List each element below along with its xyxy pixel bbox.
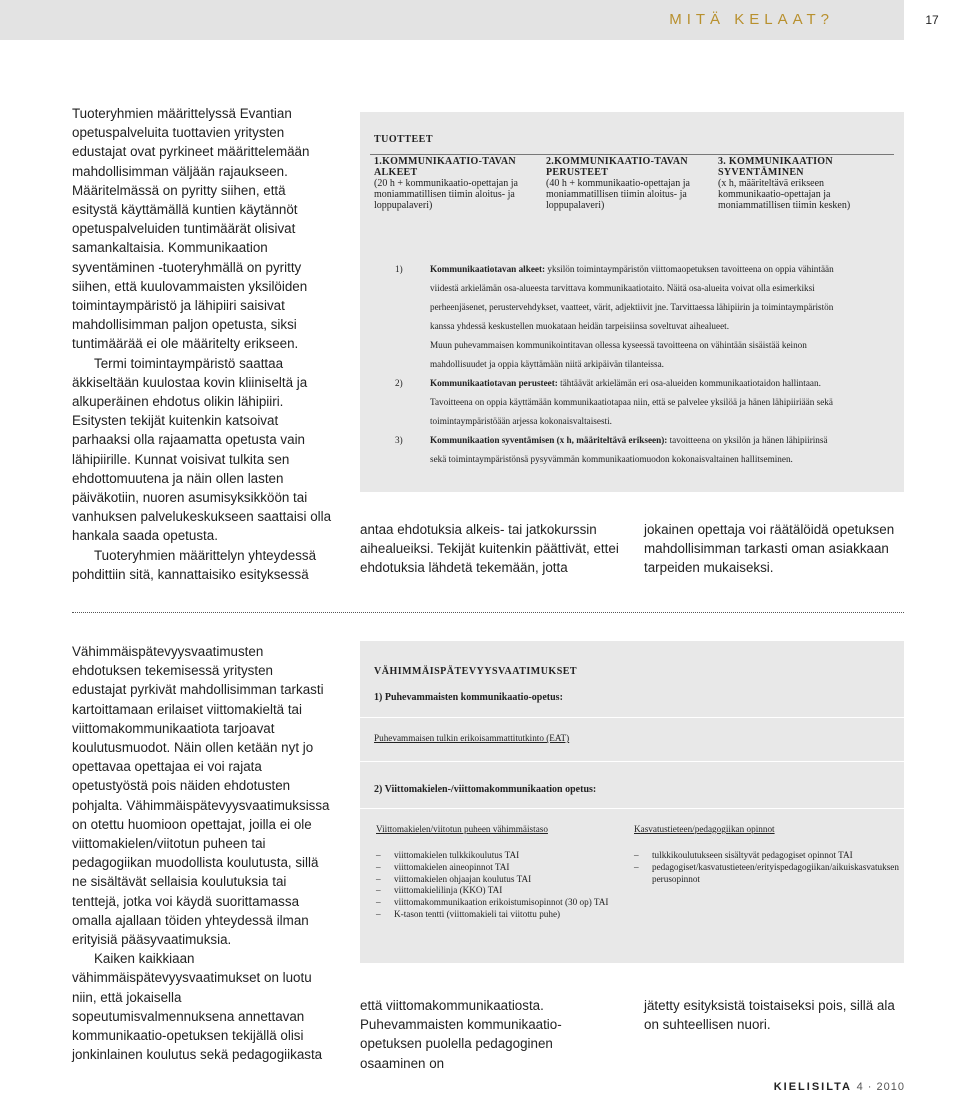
paragraph: Tuoteryhmien määrittelyn yhteydessä pohdittiin sitä, kannattaisiko esityksessä — [72, 547, 317, 582]
divider — [360, 808, 904, 809]
divider — [370, 154, 894, 155]
divider — [360, 717, 904, 718]
product-heading: PERUSTEET — [546, 167, 609, 178]
item-label: Kommunikaatiotavan alkeet: — [430, 264, 546, 274]
column-heading: Kasvatustieteen/pedagogiikan opinnot — [634, 824, 775, 834]
item-text: mahdollisuudet ja oppia käyttämään niitä arkipäivän tilanteissa. — [430, 359, 664, 369]
paragraph: Termi toimintaympäristö saattaa äkkiseltään kuulostaa kovin kliiniseltä ja alkuperäinen ehdotus olikin lähipiiri. Esitysten tekijät kuitenkin katsoivat parhaaksi olla rajaamatta opetusta vain lähipiirille. Kunnat voisivat tulkita sen ehdottomuutena ja näin ollen lasten päiväkotiin, nuoren asumisyksikköön tai vanhuksen palvelukeskukseen saattaisi olla hankala saada opetusta. — [72, 355, 332, 544]
item-text: Tavoitteena on oppia käyttämään kommunikaatiotapaa niin, että se palvelee yksilöä ja hänen lähipiiriään sekä — [430, 397, 833, 407]
top-left-column — [72, 104, 334, 584]
products-box — [360, 112, 904, 492]
product-detail: (x h, määriteltävä erikseen kommunikaatio-opettajan ja moniammatillisen tiimin kesken) — [718, 178, 851, 211]
section-heading: 2) Viittomakielen-/viittomakommunikaation opetus: — [374, 784, 597, 795]
item-text: kanssa yhdessä keskustellen muokataan heidän tarpeisiinsa soveltuvat aihealueet. — [430, 321, 730, 331]
list-item: – K-tason tentti (viittomakieli tai viitottu puhe) — [374, 909, 628, 921]
product-detail: (40 h + kommunikaatio-opettajan ja moniammatillisen tiimin aloitus- ja loppupalaveri) — [546, 178, 690, 211]
item-text: yksilön toimintaympäristön viittomaopetuksen tavoitteena on oppia vähintään — [545, 264, 834, 274]
item-number: 3) — [395, 435, 403, 445]
item-text: Muun puhevammaisen kommunikointitavan ollessa kyseessä tavoitteena on vähintään sisäistää keinon — [430, 340, 807, 350]
section-heading: 1) Puhevammaisten kommunikaatio-opetus: — [374, 692, 563, 703]
product-1 — [374, 156, 534, 211]
item-text: tavoitteena on yksilön ja hänen lähipiirinsä — [667, 435, 828, 445]
description-item — [395, 431, 898, 469]
list-item: – tulkkikoulutukseen sisältyvät pedagogiset opinnot TAI — [632, 850, 888, 862]
column-heading: Viittomakielen/viitotun puheen vähimmäistaso — [376, 824, 548, 834]
list-item: – viittomakommunikaation erikoistumisopinnot (30 op) TAI — [374, 897, 628, 909]
section-subitem: Puhevammaisen tulkin erikoisammattitutkinto (EAT) — [374, 733, 570, 743]
product-heading: 2.KOMMUNIKAATIO-TAVAN — [546, 156, 688, 167]
product-detail: (20 h + kommunikaatio-opettajan ja moniammatillisen tiimin aloitus- ja loppupalaveri) — [374, 178, 518, 211]
header-band — [0, 0, 904, 40]
list-item: – viittomakielen tulkkikoulutus TAI — [374, 850, 628, 862]
item-text: toimintaympäristöään arjessa kokonaisvaltaisesti. — [430, 416, 612, 426]
item-number: 1) — [395, 264, 403, 274]
description-item — [395, 374, 898, 431]
item-text: perheenjäsenet, perustervehdykset, vaatteet, värit, adjektiivit jne. Tarvittaessa lähipiirin ja toimintaympäristön — [430, 302, 834, 312]
list-item: – viittomakielilinja (KKO) TAI — [374, 885, 628, 897]
paragraph: Tuoteryhmien määrittelyssä Evantian opetuspalveluita tuottavien yritysten edustajat ovat pyrkineet määrittelemään mahdollisimman väljään rajaukseen. Määritelmässä on pyritty siihen, että esitystä käyttämällä kuntien käytännöt opetuspalveluiden tuntimäärät olisivat samankaltaisia. Kommunikaation syventäminen -tuoteryhmällä on pyritty siihen, että kuulovammaisten yksilöiden toimintaympäristö ja lähipiiri saisivat mahdollisimman paljon opetusta, siksi tuntimäärää ei ole määritelty erikseen. — [72, 106, 310, 352]
paragraph: Vähimmäispätevyysvaatimusten ehdotuksen tekemisessä yritysten edustajat pyrkivät mahdollisimman tarkasti kartoittamaan erilaiset viittomakieltä tai viittomakommunikaatiota tarjoavat koulutusmuodot. Näin ollen ketään nyt jo opettavaa opettajaa ei voi rajata opetustyöstä pois näiden ehdotusten pohjalta. Vähimmäispätevyysvaatimuksissa on otettu huomioon opettajat, joilla ei ole viittomakielen/viitotun puheen tai pedagogiikan muodollista koulutusta, sillä ne sisältävät sellaisia koulutuksia tai tenttejä, jotka voi käydä suorittamassa omalla ajallaan töiden yhteydessä ilman erityisiä pääsyvaatimuksia. — [72, 644, 330, 948]
requirements-list-1 — [374, 850, 628, 921]
list-item: – viittomakielen aineopinnot TAI — [374, 862, 628, 874]
section-title: MITÄ KELAAT? — [669, 11, 834, 28]
bottom-mid-column: että viittomakommunikaatiosta. Puhevammaisten kommunikaatio-opetuksen puolella pedagoginen osaaminen on — [360, 998, 562, 1071]
divider — [360, 761, 904, 762]
product-descriptions — [395, 260, 898, 469]
item-label: Kommunikaatiotavan perusteet: — [430, 378, 558, 388]
item-text: sekä toimintaympäristönsä pysyvämmän kommunikaatiomuodon kokonaisvaltainen hallitseminen. — [430, 454, 793, 464]
top-mid-column: antaa ehdotuksia alkeis- tai jatkokurssin aihealueiksi. Tekijät kuitenkin päättivät, ettei ehdotuksia lähdetä tekemään, jotta — [360, 522, 619, 576]
requirements-list-2 — [632, 850, 899, 885]
requirements-box — [360, 641, 904, 963]
list-item: – pedagogiset/kasvatustieteen/erityispedagogiikan/aikuiskasvatuksen perusopinnot — [632, 862, 888, 886]
product-heading: 3. KOMMUNIKAATION — [718, 156, 833, 167]
description-item — [395, 260, 898, 374]
page-number: 17 — [925, 13, 939, 27]
requirements-title: VÄHIMMÄISPÄTEVYYSVAATIMUKSET — [374, 666, 578, 677]
bottom-right-column: jätetty esityksistä toistaiseksi pois, sillä ala on suhteellisen nuori. — [644, 998, 895, 1033]
product-heading: ALKEET — [374, 167, 418, 178]
footer — [774, 1081, 905, 1093]
top-right-column: jokainen opettaja voi räätälöidä opetuksen mahdollisimman tarkasti oman asiakkaan tarpeiden mukaiseksi. — [644, 522, 895, 576]
products-title: TUOTTEET — [374, 134, 434, 145]
bottom-left-column — [72, 642, 330, 1064]
list-item: – viittomakielen ohjaajan koulutus TAI — [374, 874, 628, 886]
paragraph: Kaiken kaikkiaan vähimmäispätevyysvaatimukset on luotu niin, että jokaisella sopeutumisvalmennuksena annettavan kommunikaatio-opetuksen tekijällä olisi jonkinlainen koulutus sekä pedagogiikasta — [72, 951, 323, 1063]
product-heading: 1.KOMMUNIKAATIO-TAVAN — [374, 156, 516, 167]
dotted-divider — [72, 612, 904, 613]
product-heading: SYVENTÄMINEN — [718, 167, 804, 178]
product-3 — [718, 156, 878, 211]
item-number: 2) — [395, 378, 403, 388]
magazine-name: KIELISILTA — [773, 1081, 852, 1093]
product-2 — [546, 156, 706, 211]
item-label: Kommunikaation syventämisen (x h, määriteltävä erikseen): — [430, 435, 668, 445]
issue-number: 4 · 2010 — [856, 1081, 905, 1093]
item-text: viidestä arkielämän osa-alueesta tarvittava kommunikaatiotaito. Näitä osa-alueita voivat olla esimerkiksi — [430, 283, 815, 293]
item-text: tähtäävät arkielämän eri osa-alueiden kommunikaatiotaidon hallintaan. — [557, 378, 821, 388]
